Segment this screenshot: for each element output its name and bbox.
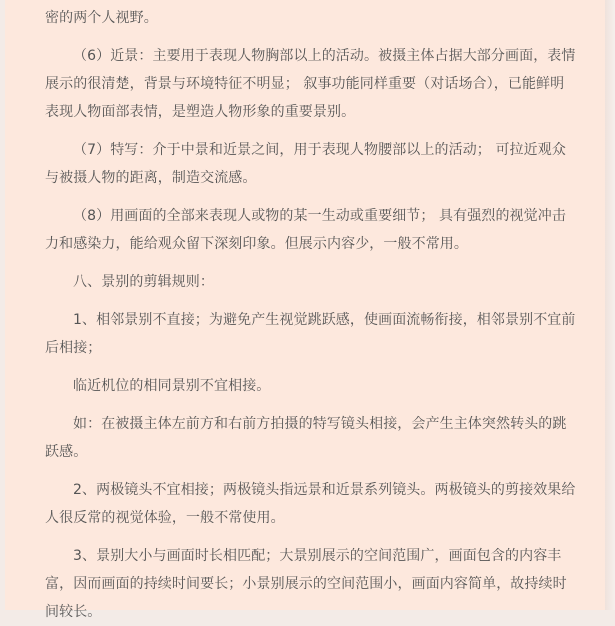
paragraph-rule-2: 2、两极镜头不宜相接；两极镜头指远景和近景系列镜头。两极镜头的剪接效果给人很反常的视觉体验，一般不常使用。 <box>45 482 576 526</box>
paragraph-rule-3: 3、景别大小与画面时长相匹配；大景别展示的空间范围广，画面包含的内容丰富，因而画面的持续时间要长；小景别展示的空间范围小，画面内容简单，故持续时间较长。 <box>45 548 567 620</box>
article-body <box>5 0 605 620</box>
section-heading-editing-rules: 八、景别的剪辑规则： <box>73 274 214 290</box>
paragraph-feature-shot: （7）特写：介于中景和近景之间，用于表现人物腰部以上的活动； 可拉近观众与被摄人物的距离，制造交流感。 <box>45 142 566 186</box>
page-edge-shadow <box>605 0 615 610</box>
paragraph-rule-1-note: 临近机位的相同景别不宜相接。 <box>73 378 271 394</box>
paragraph-close-shot: （6）近景：主要用于表现人物胸部以上的活动。被摄主体占据大部分画面，表情展示的很清楚，背景与环境特征不明显； 叙事功能同样重要（对话场合），已能鲜明表现人物面部表情，是塑造人物形象的重要景别。 <box>45 48 576 120</box>
paragraph-rule-1: 1、相邻景别不直接；为避免产生视觉跳跃感，使画面流畅衔接，相邻景别不宜前后相接； <box>45 312 576 356</box>
paragraph-continuation: 密的两个人视野。 <box>45 10 158 26</box>
paragraph-rule-1-example: 如：在被摄主体左前方和右前方拍摄的特写镜头相接，会产生主体突然转头的跳跃感。 <box>45 416 567 460</box>
paragraph-detail-shot: （8）用画面的全部来表现人或物的某一生动或重要细节； 具有强烈的视觉冲击力和感染力，能给观众留下深刻印象。但展示内容少，一般不常用。 <box>45 208 566 252</box>
